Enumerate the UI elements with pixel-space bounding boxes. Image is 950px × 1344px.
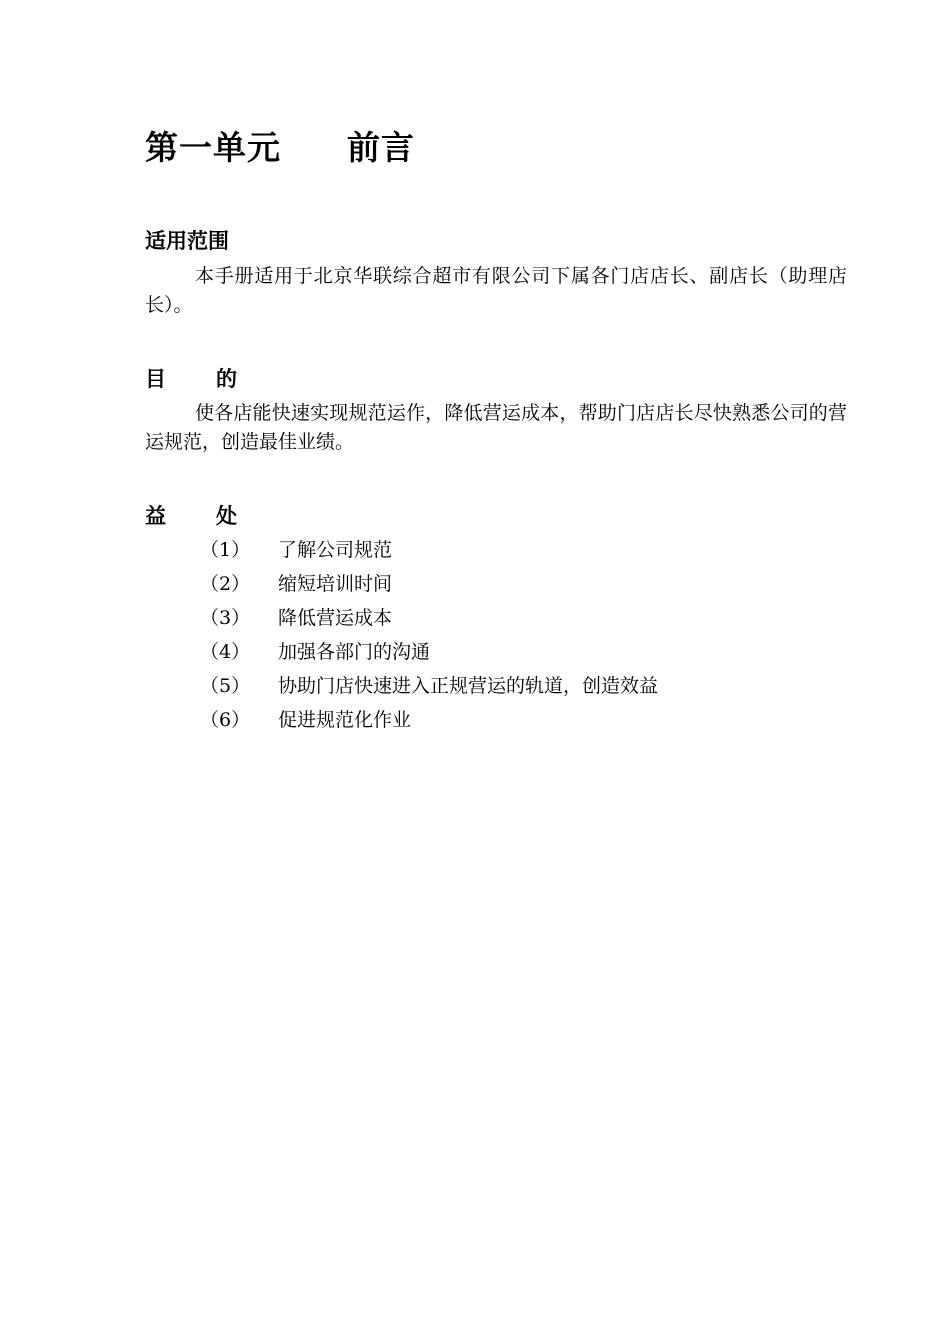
list-item-number: （3） <box>200 607 251 629</box>
list-item-number: （2） <box>200 573 251 595</box>
list-item <box>200 536 658 570</box>
list-item-text: 协助门店快速进入正规营运的轨道，创造效益 <box>278 675 659 697</box>
scope-heading: 适用范围 <box>145 229 229 253</box>
list-item-text: 了解公司规范 <box>278 539 393 561</box>
list-item-text: 降低营运成本 <box>278 607 393 629</box>
benefits-list <box>200 536 658 740</box>
list-item-number: （1） <box>200 539 251 561</box>
purpose-paragraph: 使各店能快速实现规范运作，降低营运成本，帮助门店店长尽快熟悉公司的营运规范，创造最佳业绩。 <box>145 402 847 453</box>
list-item <box>200 570 658 604</box>
benefits-heading-char-1: 益 <box>145 504 166 528</box>
list-item-number: （5） <box>200 675 251 697</box>
list-item <box>200 672 658 706</box>
list-item <box>200 604 658 638</box>
purpose-heading-char-1: 目 <box>145 367 166 391</box>
unit-title <box>145 126 415 170</box>
list-item-number: （4） <box>200 641 251 663</box>
purpose-heading-char-2: 的 <box>216 367 237 391</box>
list-item-text: 加强各部门的沟通 <box>278 641 431 663</box>
list-item <box>200 706 658 740</box>
unit-title-text: 前言 <box>347 128 415 167</box>
benefits-heading <box>145 501 237 531</box>
list-item-number: （6） <box>200 709 251 731</box>
list-item-text: 缩短培训时间 <box>278 573 393 595</box>
unit-label: 第一单元 <box>145 128 281 167</box>
list-item <box>200 638 658 672</box>
list-item-text: 促进规范化作业 <box>278 709 412 731</box>
purpose-heading <box>145 364 237 394</box>
scope-paragraph: 本手册适用于北京华联综合超市有限公司下属各门店店长、副店长（助理店长）。 <box>145 265 847 316</box>
benefits-heading-char-2: 处 <box>216 504 237 528</box>
